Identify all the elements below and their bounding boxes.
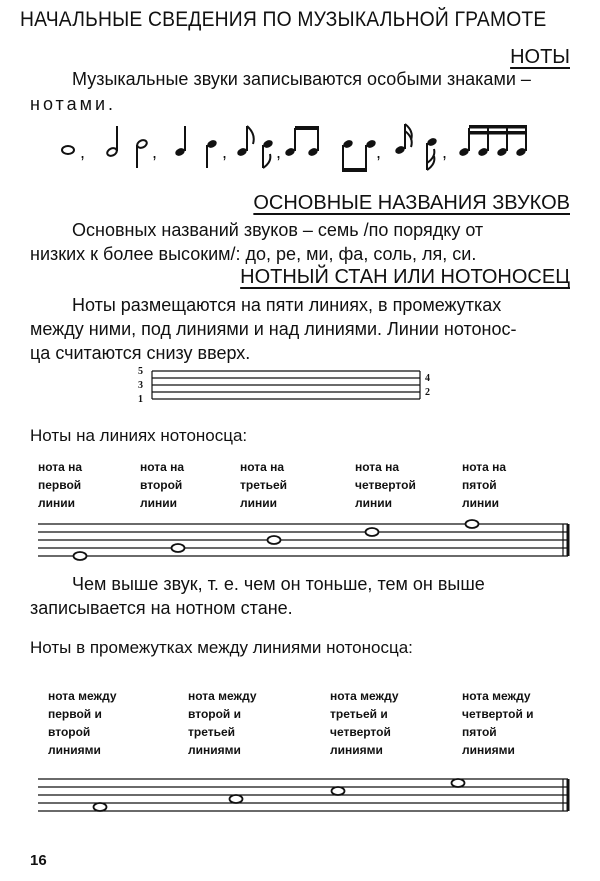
line-note-label-1: нота на первой линии [38, 460, 83, 510]
notes-text-line1: Музыкальные звуки записываются особыми знаками – [72, 69, 531, 89]
space-note-label-4: нота между четвертой и пятой линиями [462, 689, 534, 757]
sixteenth-note-up-icon [394, 124, 412, 155]
page-title: НАЧАЛЬНЫЕ СВЕДЕНИЯ ПО МУЗЫКАЛЬНОЙ ГРАМОТЕ [20, 8, 547, 31]
section-title-sound-names: ОСНОВНЫЕ НАЗВАНИЯ ЗВУКОВ [253, 192, 570, 214]
staff-line-number-1: 1 [138, 394, 143, 405]
quarter-note-up-icon [174, 126, 186, 157]
svg-text:,: , [222, 142, 228, 162]
sound-names-line1: Основных названий звуков – семь /по порядку от [72, 220, 484, 240]
notes-text-line2: нотами. [30, 94, 117, 114]
line-whole-note-4 [366, 528, 379, 536]
svg-text:,: , [276, 142, 282, 162]
line-note-label-5: нота на пятой линии [462, 460, 507, 510]
staff-notes-in-spaces [0, 775, 600, 820]
space-whole-note-3 [332, 787, 345, 795]
sound-names-line2: низких к более высоким/: до, ре, ми, фа, соль, ля, си. [30, 244, 477, 264]
space-whole-note-1 [94, 803, 107, 811]
section-title-notes: НОТЫ [510, 46, 570, 68]
page-number: 16 [30, 852, 47, 869]
space-note-label-2: нота между второй и третьей линиями [188, 689, 257, 757]
numbered-staff-diagram [130, 366, 440, 404]
line-note-label-3: нота на третьей линии [240, 460, 288, 510]
svg-text:,: , [442, 142, 448, 162]
half-note-up-icon [106, 126, 118, 157]
svg-text:,: , [80, 142, 86, 162]
eighth-note-up-icon [236, 126, 254, 157]
half-note-down-icon [136, 139, 148, 168]
section-title-staff: НОТНЫЙ СТАН ИЛИ НОТОНОСЕЦ [240, 266, 570, 288]
beamed-sixteenths-icon [458, 125, 527, 157]
line-whole-note-2 [172, 544, 185, 552]
line-whole-note-1 [74, 552, 87, 560]
line-whole-note-5 [466, 520, 479, 528]
sixteenth-note-down-icon [426, 137, 438, 170]
line-note-label-4: нота на четвертой линии [355, 460, 416, 510]
quarter-note-down-icon [206, 139, 218, 168]
line-note-label-2: нота на второй линии [140, 460, 185, 510]
line-whole-note-3 [268, 536, 281, 544]
staff-line-number-3: 3 [138, 380, 143, 391]
svg-text:,: , [152, 142, 158, 162]
pitch-text-line1: Чем выше звук, т. е. чем он тоньше, тем он выше [72, 574, 485, 594]
notes-on-lines-heading: Ноты на линиях нотоносца: [30, 426, 248, 445]
beamed-eighths-up-icon [284, 126, 319, 157]
whole-note-icon [62, 146, 74, 154]
space-whole-note-4 [452, 779, 465, 787]
staff-line-number-5: 5 [138, 366, 143, 377]
space-note-label-3: нота между третьей и четвертой линиями [330, 689, 399, 757]
svg-text:,: , [376, 142, 382, 162]
staff-text-line2: между ними, под линиями и над линиями. Линии нотонос- [30, 319, 517, 339]
staff-line-number-2: 2 [425, 387, 430, 398]
pitch-text-line2: записывается на нотном стане. [30, 598, 293, 618]
staff-line-number-4: 4 [425, 373, 430, 384]
space-note-label-1: нота между первой и второй линиями [48, 689, 117, 757]
staff-text-line1: Ноты размещаются на пяти линиях, в промежутках [72, 295, 502, 315]
notes-in-spaces-heading: Ноты в промежутках между линиями нотоносца: [30, 638, 413, 657]
eighth-note-down-icon [262, 139, 274, 168]
beamed-eighths-down-icon [342, 139, 377, 172]
note-symbols-row [0, 118, 600, 188]
space-whole-note-2 [230, 795, 243, 803]
staff-notes-on-lines [0, 520, 600, 565]
staff-text-line3: ца считаются снизу вверх. [30, 343, 251, 363]
